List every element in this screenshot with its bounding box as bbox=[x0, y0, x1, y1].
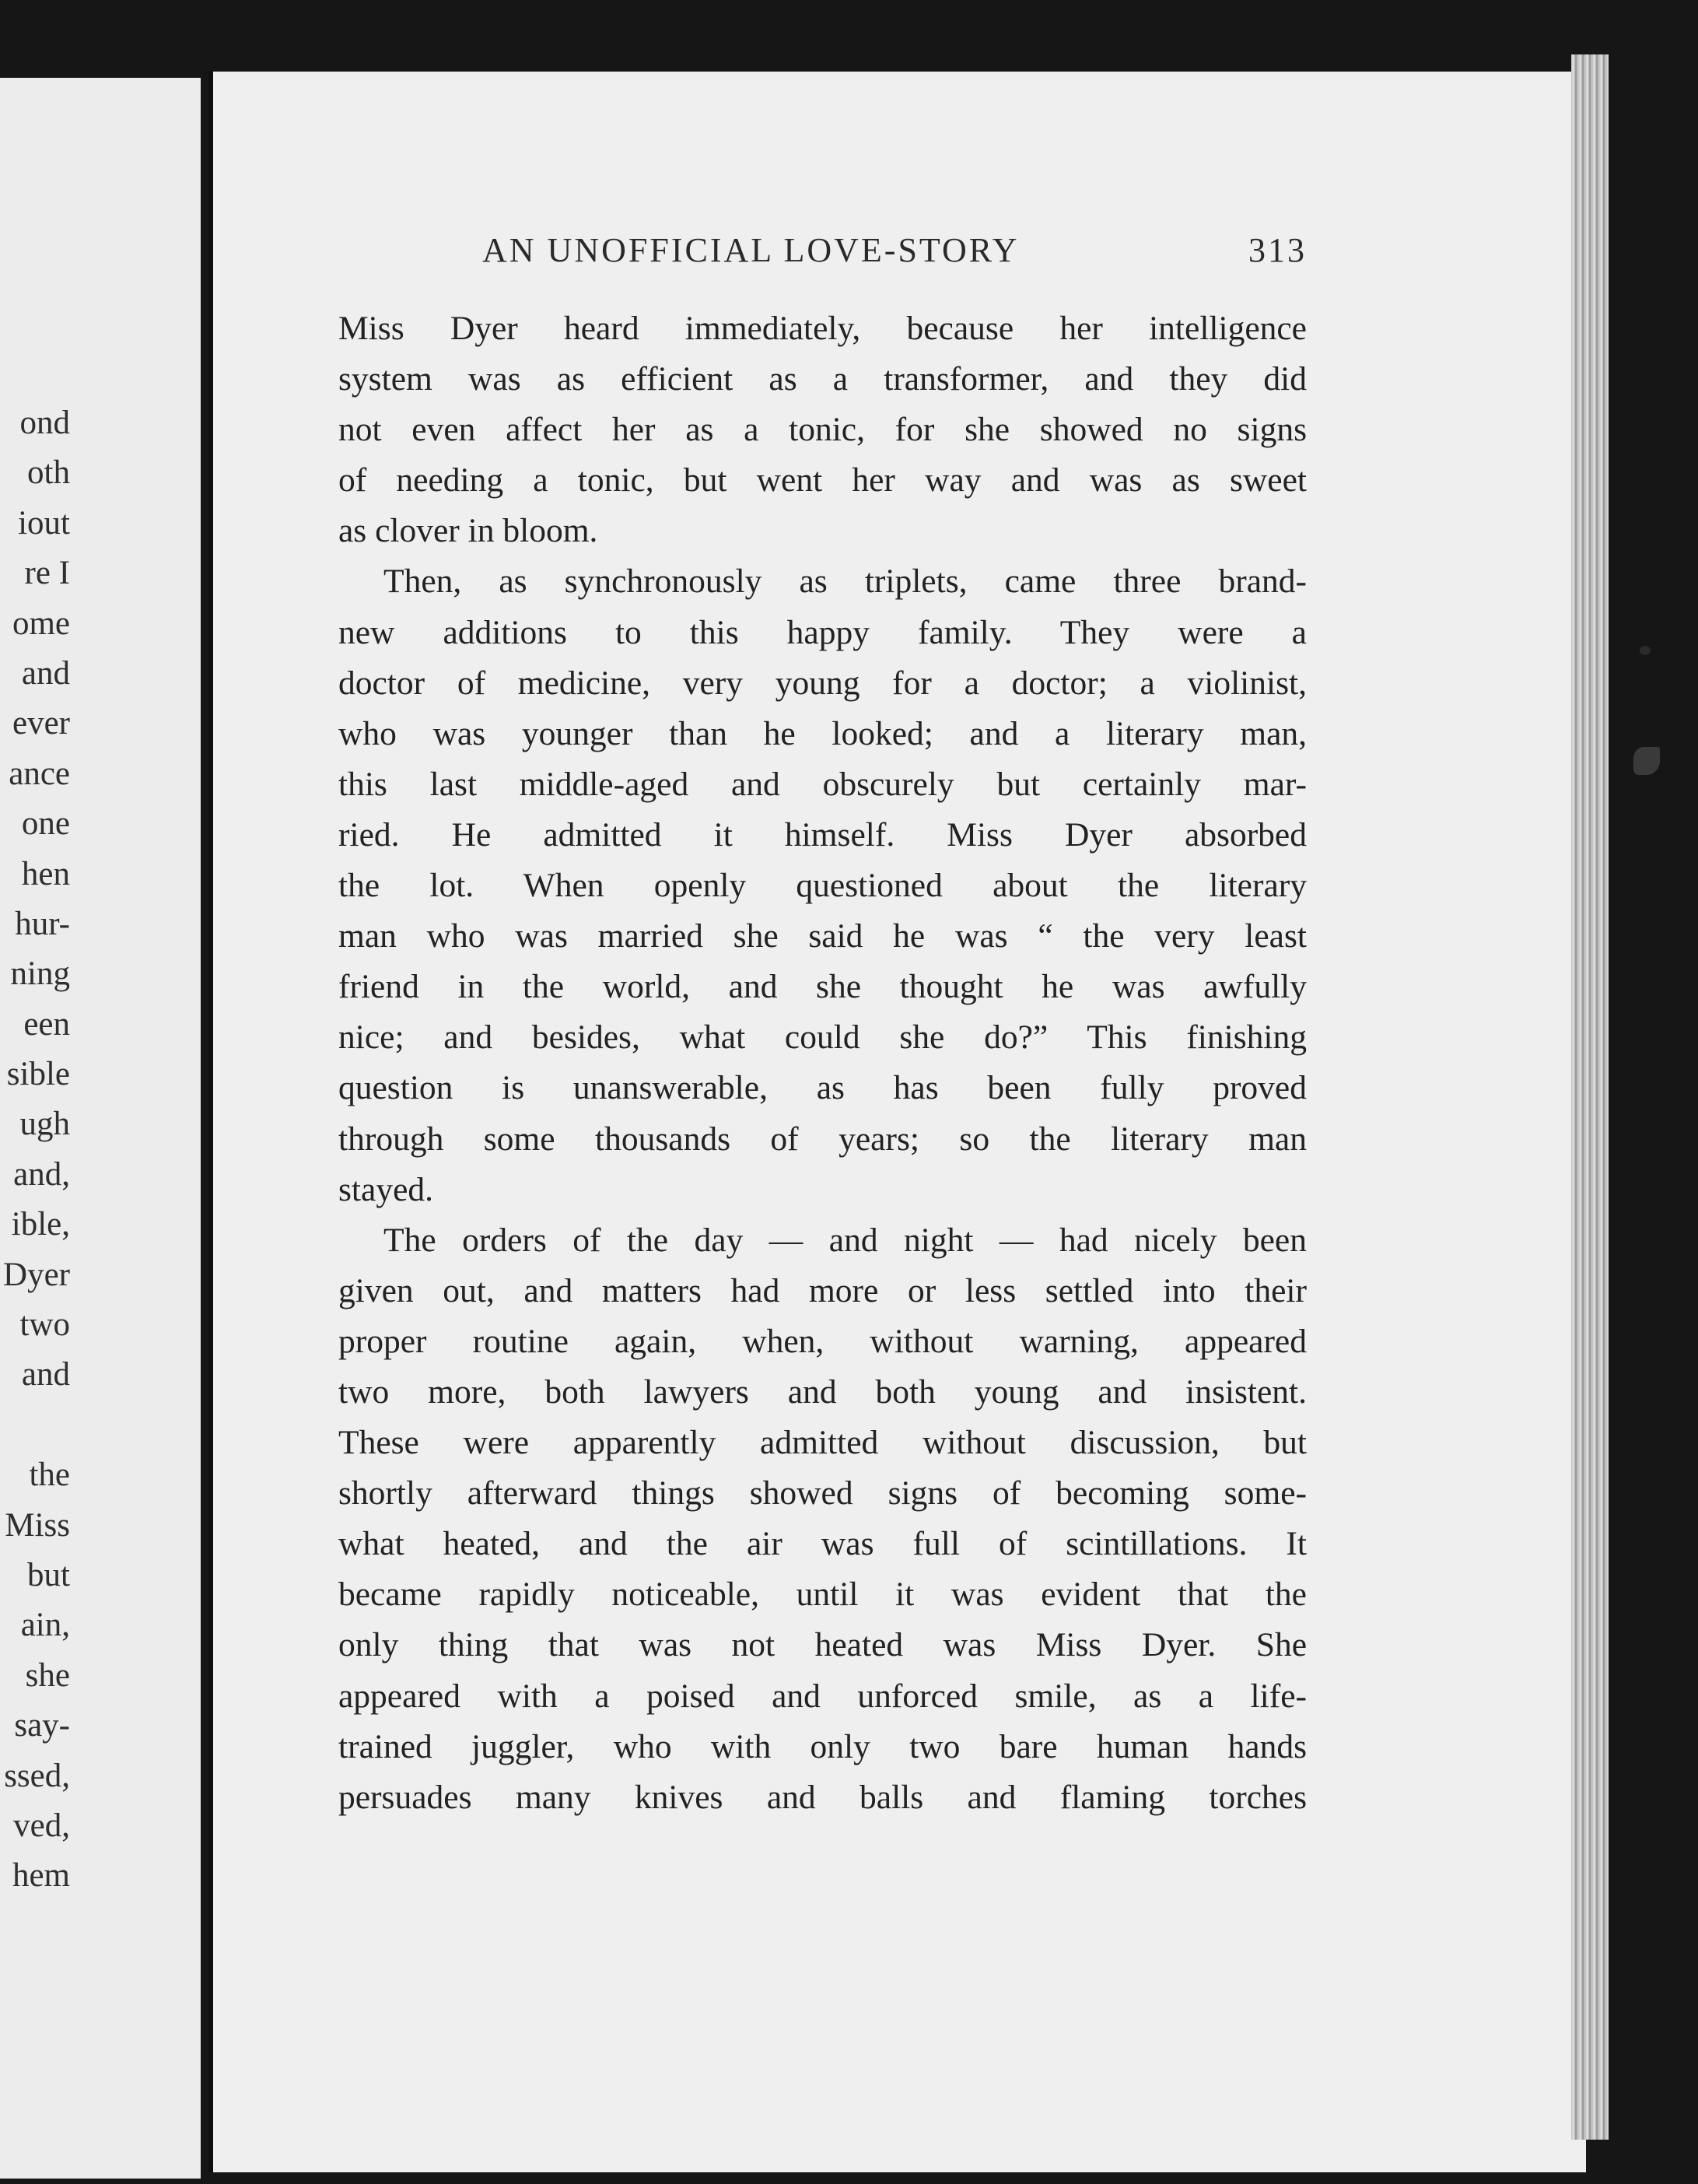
text-line: the lot. When openly questioned about the literary bbox=[338, 867, 1307, 905]
fragment-line: hen bbox=[21, 855, 70, 892]
fragment-line: and, bbox=[13, 1155, 70, 1193]
paragraph bbox=[338, 1215, 1307, 1823]
text-line: man who was married she said he was “ the very least bbox=[338, 917, 1307, 955]
fragment-line: ugh bbox=[19, 1106, 70, 1143]
scan-speck bbox=[1640, 646, 1651, 655]
text-line: nice; and besides, what could she do?” This finishing bbox=[338, 1018, 1307, 1057]
fragment-line: she bbox=[25, 1656, 70, 1694]
fragment-line: een bbox=[23, 1005, 70, 1043]
text-line: what heated, and the air was full of scintillations. It bbox=[338, 1525, 1307, 1563]
fragment-line: and bbox=[21, 1356, 70, 1393]
fragment-line: one bbox=[21, 805, 70, 843]
text-line: new additions to this happy family. They were a bbox=[338, 613, 1307, 651]
text-line: given out, and matters had more or less settled into their bbox=[338, 1271, 1307, 1309]
text-line: appeared with a poised and unforced smile, as a life- bbox=[338, 1677, 1307, 1715]
fragment-line bbox=[0, 1400, 70, 1450]
text-line: question is unanswerable, as has been fully proved bbox=[338, 1069, 1307, 1107]
text-line: These were apparently admitted without discussion, but bbox=[338, 1424, 1307, 1462]
text-line: stayed. bbox=[338, 1170, 434, 1208]
text-line: this last middle-aged and obscurely but certainly mar- bbox=[338, 765, 1307, 803]
fragment-line: ible, bbox=[11, 1206, 70, 1243]
fragment-line: ond bbox=[19, 405, 70, 441]
fragment-line: two bbox=[19, 1306, 70, 1344]
fragment-line: iout bbox=[18, 504, 70, 542]
text-line: as clover in bloom. bbox=[338, 512, 598, 550]
text-line: Miss Dyer heard immediately, because her intelligence bbox=[338, 310, 1307, 347]
fragment-line: but bbox=[27, 1556, 70, 1593]
text-line: The orders of the day — and night — had nicely been bbox=[383, 1221, 1307, 1259]
fragment-line: ever bbox=[12, 705, 70, 742]
running-head bbox=[482, 230, 1307, 277]
text-line: through some thousands of years; so the literary man bbox=[338, 1120, 1307, 1158]
fragment-line: hur- bbox=[15, 905, 70, 942]
fragment-line: re I bbox=[24, 555, 70, 592]
page-number: 313 bbox=[1248, 231, 1307, 269]
fragment-line: sible bbox=[6, 1056, 70, 1093]
paragraph bbox=[338, 556, 1307, 1215]
fragment-line: and bbox=[21, 654, 70, 692]
text-line: two more, both lawyers and both young and insistent. bbox=[338, 1372, 1307, 1411]
scan-speck bbox=[1633, 747, 1660, 775]
facing-page-text bbox=[0, 398, 70, 1902]
fragment-line: Miss bbox=[5, 1506, 70, 1544]
fragment-line: hem bbox=[12, 1857, 70, 1895]
text-line: of needing a tonic, but went her way and was as sweet bbox=[338, 461, 1307, 500]
fragment-line: Dyer bbox=[3, 1256, 70, 1293]
fragment-line: the bbox=[29, 1457, 70, 1494]
running-title: AN UNOFFICIAL LOVE-STORY bbox=[482, 231, 1020, 269]
facing-page bbox=[0, 78, 201, 2179]
fragment-line: ssed, bbox=[4, 1757, 70, 1794]
fragment-line: ome bbox=[12, 605, 70, 642]
text-line: Then, as synchronously as triplets, came three brand- bbox=[383, 563, 1307, 601]
text-line: proper routine again, when, without warning, appeared bbox=[338, 1322, 1307, 1360]
text-line: system was as efficient as a transformer, and they did bbox=[338, 360, 1307, 398]
paragraph bbox=[338, 303, 1307, 556]
fragment-line: ance bbox=[9, 755, 70, 792]
fragment-line: oth bbox=[27, 454, 70, 492]
text-line: doctor of medicine, very young for a doctor; a violinist, bbox=[338, 664, 1307, 702]
fragment-line: ved, bbox=[13, 1807, 70, 1844]
fragment-line: ning bbox=[10, 955, 70, 993]
text-line: only thing that was not heated was Miss Dyer. She bbox=[338, 1626, 1307, 1664]
body-text bbox=[338, 303, 1307, 1823]
text-line: shortly afterward things showed signs of becoming some- bbox=[338, 1474, 1307, 1513]
fragment-line: ain, bbox=[20, 1607, 70, 1644]
text-line: persuades many knives and balls and flaming torches bbox=[338, 1778, 1307, 1816]
text-line: friend in the world, and she thought he was awfully bbox=[338, 968, 1307, 1006]
text-line: became rapidly noticeable, until it was evident that the bbox=[338, 1576, 1307, 1614]
text-line: who was younger than he looked; and a literary man, bbox=[338, 714, 1307, 752]
fragment-line: say- bbox=[14, 1707, 70, 1744]
page-edge-stack bbox=[1571, 54, 1609, 2140]
text-line: ried. He admitted it himself. Miss Dyer absorbed bbox=[338, 815, 1307, 854]
text-line: trained juggler, who with only two bare human hands bbox=[338, 1727, 1307, 1765]
text-line: not even affect her as a tonic, for she showed no signs bbox=[338, 411, 1307, 449]
